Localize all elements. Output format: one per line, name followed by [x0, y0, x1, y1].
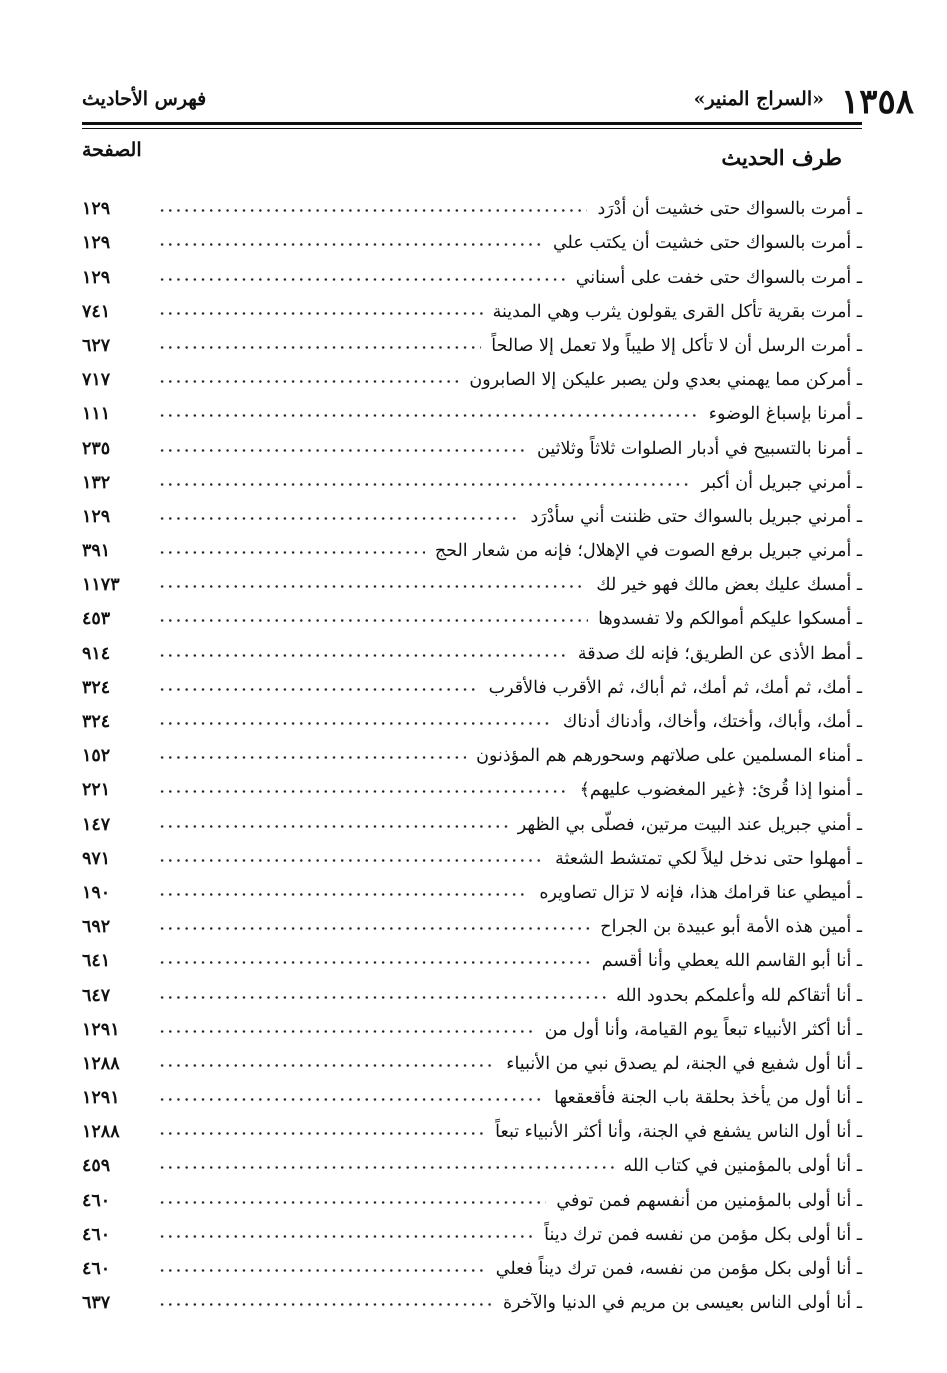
hadith-incipit: ـ أمط الأذى عن الطريق؛ فإنه لك صدقة	[577, 643, 862, 664]
index-entry	[82, 288, 862, 322]
index-entry	[82, 356, 862, 390]
dot-leader	[158, 1303, 493, 1306]
index-entry	[82, 1006, 862, 1040]
dot-leader	[158, 380, 459, 383]
page-reference: ١٢٩١	[82, 1019, 120, 1040]
section-title: فهرس الأحاديث	[82, 88, 207, 110]
column-headers	[82, 135, 862, 183]
dot-leader	[158, 449, 527, 452]
page-reference: ١٢٩١	[82, 1088, 120, 1109]
page-reference: ٦٩٢	[82, 917, 111, 938]
page-reference: ٣٢٤	[82, 677, 111, 698]
hadith-incipit: ـ أمين هذه الأمة أبو عبيدة بن الجراح	[600, 917, 862, 938]
page-reference: ٦٢٧	[82, 335, 111, 356]
index-entry	[82, 219, 862, 253]
column-header-hadith: طرف الحديث	[721, 145, 842, 170]
page-reference: ١٢٩	[82, 506, 111, 527]
dot-leader	[158, 996, 606, 999]
page-reference: ٣٢٤	[82, 712, 111, 732]
hadith-index-list	[82, 185, 862, 1313]
dot-leader	[158, 688, 479, 691]
index-entry	[82, 561, 862, 595]
page-reference: ١١٧٣	[82, 575, 120, 596]
hadith-incipit: ـ أمهلوا حتى ندخل ليلاً لكي تمتشط الشعثة	[555, 848, 862, 869]
hadith-incipit: ـ أنا أولى بكل مؤمن من نفسه فمن ترك ديناً	[544, 1224, 862, 1245]
page-reference: ٢٣٥	[82, 438, 111, 459]
hadith-incipit: ـ أنا أكثر الأنبياء تبعاً يوم القيامة، وأنا أول من	[544, 1019, 862, 1040]
page-reference: ٧١٧	[82, 370, 111, 391]
hadith-incipit: ـ أمرنا بالتسبيح في أدبار الصلوات ثلاثاً وثلاثين	[537, 438, 862, 459]
hadith-incipit: ـ أمك، ثم أمك، ثم أمك، ثم أباك، ثم الأقرب فالأقرب	[488, 677, 862, 698]
column-header-page: الصفحة	[82, 139, 142, 161]
page-reference: ٧٤١	[82, 301, 111, 322]
hadith-incipit: ـ أميطي عنا قرامك هذا، فإنه لا تزال تصاويره	[539, 882, 862, 903]
hadith-incipit: ـ أمرنا بإسباغ الوضوء	[708, 404, 862, 425]
dot-leader	[158, 551, 425, 554]
index-entry	[82, 835, 862, 869]
hadith-incipit: ـ أمرني جبريل برفع الصوت في الإهلال؛ فإنه من شعار الحج	[434, 541, 862, 562]
dot-leader	[158, 1132, 485, 1135]
hadith-incipit: ـ أمرني جبريل أن أكبر	[701, 472, 862, 493]
page-reference: ٤٥٩	[82, 1156, 111, 1177]
dot-leader	[158, 517, 521, 520]
page-reference: ٦٤١	[82, 951, 111, 972]
page-reference: ١٥٢	[82, 746, 111, 767]
dot-leader	[158, 1030, 535, 1033]
page-reference: ١٢٨٨	[82, 1122, 120, 1143]
dot-leader	[158, 756, 466, 759]
page-number: ١٣٥٨	[840, 82, 914, 122]
dot-leader	[158, 312, 483, 315]
book-title: «السراج المنير»	[693, 88, 824, 110]
hadith-incipit: ـ أمني جبريل عند البيت مرتين، فصلّى بي الظهر	[517, 814, 862, 835]
index-entry	[82, 766, 862, 800]
dot-leader	[158, 483, 692, 486]
page-reference: ١٣٢	[82, 472, 111, 493]
page-reference: ٤٦٠	[82, 1190, 111, 1211]
index-entry	[82, 664, 862, 698]
index-entry	[82, 732, 862, 766]
dot-leader	[158, 1201, 546, 1204]
dot-leader	[158, 825, 508, 828]
hadith-incipit: ـ أنا أولى بكل مؤمن من نفسه، فمن ترك ديناً فعلي	[495, 1259, 862, 1279]
page-reference: ١٢٩	[82, 267, 111, 288]
index-entry	[82, 185, 862, 219]
dot-leader	[158, 346, 481, 349]
dot-leader	[158, 1064, 496, 1067]
index-entry	[82, 971, 862, 1005]
hadith-incipit: ـ أمركن مما يهمني بعدي ولن يصبر عليكن إلا الصابرون	[469, 370, 862, 391]
index-entry	[82, 937, 862, 971]
index-entry	[82, 1108, 862, 1142]
hadith-incipit: ـ أنا أبو القاسم الله يعطي وأنا أقسم	[601, 951, 862, 972]
hadith-incipit: ـ أمك، وأباك، وأختك، وأخاك، وأدناك أدناك	[562, 712, 862, 732]
hadith-incipit: ـ أنا أول من يأخذ بحلقة باب الجنة فأقعقعها	[554, 1088, 862, 1109]
hadith-incipit: ـ أمسكوا عليكم أموالكم ولا تفسدوها	[598, 609, 862, 630]
index-entry	[82, 1074, 862, 1108]
dot-leader	[158, 1269, 486, 1272]
dot-leader	[158, 893, 529, 896]
index-entry	[82, 459, 862, 493]
page-reference: ٦٤٧	[82, 985, 111, 1006]
hadith-incipit: ـ أمرت الرسل أن لا تأكل إلا طيباً ولا تعمل إلا صالحاً	[491, 335, 862, 356]
dot-leader	[158, 619, 588, 622]
hadith-incipit: ـ أنا أول الناس يشفع في الجنة، وأنا أكثر الأنبياء تبعاً	[495, 1122, 862, 1143]
hadith-incipit: ـ أمرني جبريل بالسواك حتى ظننت أني سأدْرَد	[530, 506, 862, 527]
hadith-incipit: ـ أمسك عليك بعض مالك فهو خير لك	[596, 575, 862, 596]
page-reference: ٩٧١	[82, 848, 111, 869]
index-entry	[82, 493, 862, 527]
page-reference: ١٢٩	[82, 199, 111, 220]
hadith-incipit: ـ أنا أولى بالمؤمنين في كتاب الله	[623, 1156, 862, 1177]
page-reference: ١٤٧	[82, 814, 111, 835]
dot-leader	[158, 414, 699, 417]
index-entry	[82, 698, 862, 732]
page-reference: ٢٢١	[82, 780, 111, 801]
hadith-incipit: ـ أمرت بالسواك حتى خشيت أن يكتب علي	[552, 233, 862, 254]
page-reference: ٤٦٠	[82, 1259, 111, 1279]
index-entry	[82, 1211, 862, 1245]
page-reference: ٩١٤	[82, 643, 111, 664]
index-page	[82, 82, 914, 1314]
index-entry	[82, 1040, 862, 1074]
running-header	[82, 82, 914, 122]
index-entry	[82, 424, 862, 458]
dot-leader	[158, 1098, 544, 1101]
dot-leader	[158, 654, 568, 657]
header-rule-thick	[82, 122, 862, 125]
hadith-incipit: ـ أمناء المسلمين على صلاتهم وسحورهم هم المؤذنون	[476, 746, 862, 767]
dot-leader	[158, 1235, 534, 1238]
index-entry	[82, 595, 862, 629]
dot-leader	[158, 927, 590, 930]
hadith-incipit: ـ أنا أتقاكم لله وأعلمكم بحدود الله	[616, 985, 862, 1006]
page-reference: ١٢٨٨	[82, 1053, 120, 1074]
hadith-incipit: ـ أنا أولى الناس بعيسى بن مريم في الدنيا والآخرة	[503, 1293, 862, 1314]
index-entry	[82, 390, 862, 424]
dot-leader	[158, 859, 545, 862]
index-entry	[82, 1176, 862, 1210]
hadith-incipit: ـ أمنوا إذا قُرئ: ﴿غير المغضوب عليهم﴾	[579, 780, 862, 801]
page-reference: ١٢٩	[82, 233, 111, 254]
hadith-incipit: ـ أنا أول شفيع في الجنة، لم يصدق نبي من الأنبياء	[506, 1053, 862, 1074]
page-reference: ٤٥٣	[82, 609, 111, 630]
dot-leader	[158, 243, 543, 246]
index-entry	[82, 800, 862, 834]
dot-leader	[158, 1166, 614, 1169]
dot-leader	[158, 961, 592, 964]
index-entry	[82, 1142, 862, 1176]
hadith-incipit: ـ أنا أولى بالمؤمنين من أنفسهم فمن توفي	[556, 1190, 862, 1211]
hadith-incipit: ـ أمرت بالسواك حتى خفت على أسناني	[575, 267, 862, 288]
header-rule-thin	[82, 128, 862, 129]
dot-leader	[158, 278, 566, 281]
page-reference: ٦٣٧	[82, 1293, 111, 1314]
dot-leader	[158, 790, 570, 793]
page-reference: ٣٩١	[82, 541, 111, 562]
index-entry	[82, 1279, 862, 1313]
page-reference: ١٩٠	[82, 882, 111, 903]
index-entry	[82, 903, 862, 937]
index-entry	[82, 869, 862, 903]
index-entry	[82, 322, 862, 356]
dot-leader	[158, 209, 587, 212]
page-reference: ١١١	[82, 404, 111, 425]
index-entry	[82, 629, 862, 663]
index-entry	[82, 253, 862, 287]
hadith-incipit: ـ أمرت بالسواك حتى خشيت أن أدْرَد	[597, 199, 862, 220]
hadith-incipit: ـ أمرت بقرية تأكل القرى يقولون يثرب وهي المدينة	[492, 301, 862, 322]
dot-leader	[158, 722, 553, 725]
index-entry	[82, 527, 862, 561]
index-entry	[82, 1245, 862, 1279]
dot-leader	[158, 585, 586, 588]
page-reference: ٤٦٠	[82, 1224, 111, 1245]
